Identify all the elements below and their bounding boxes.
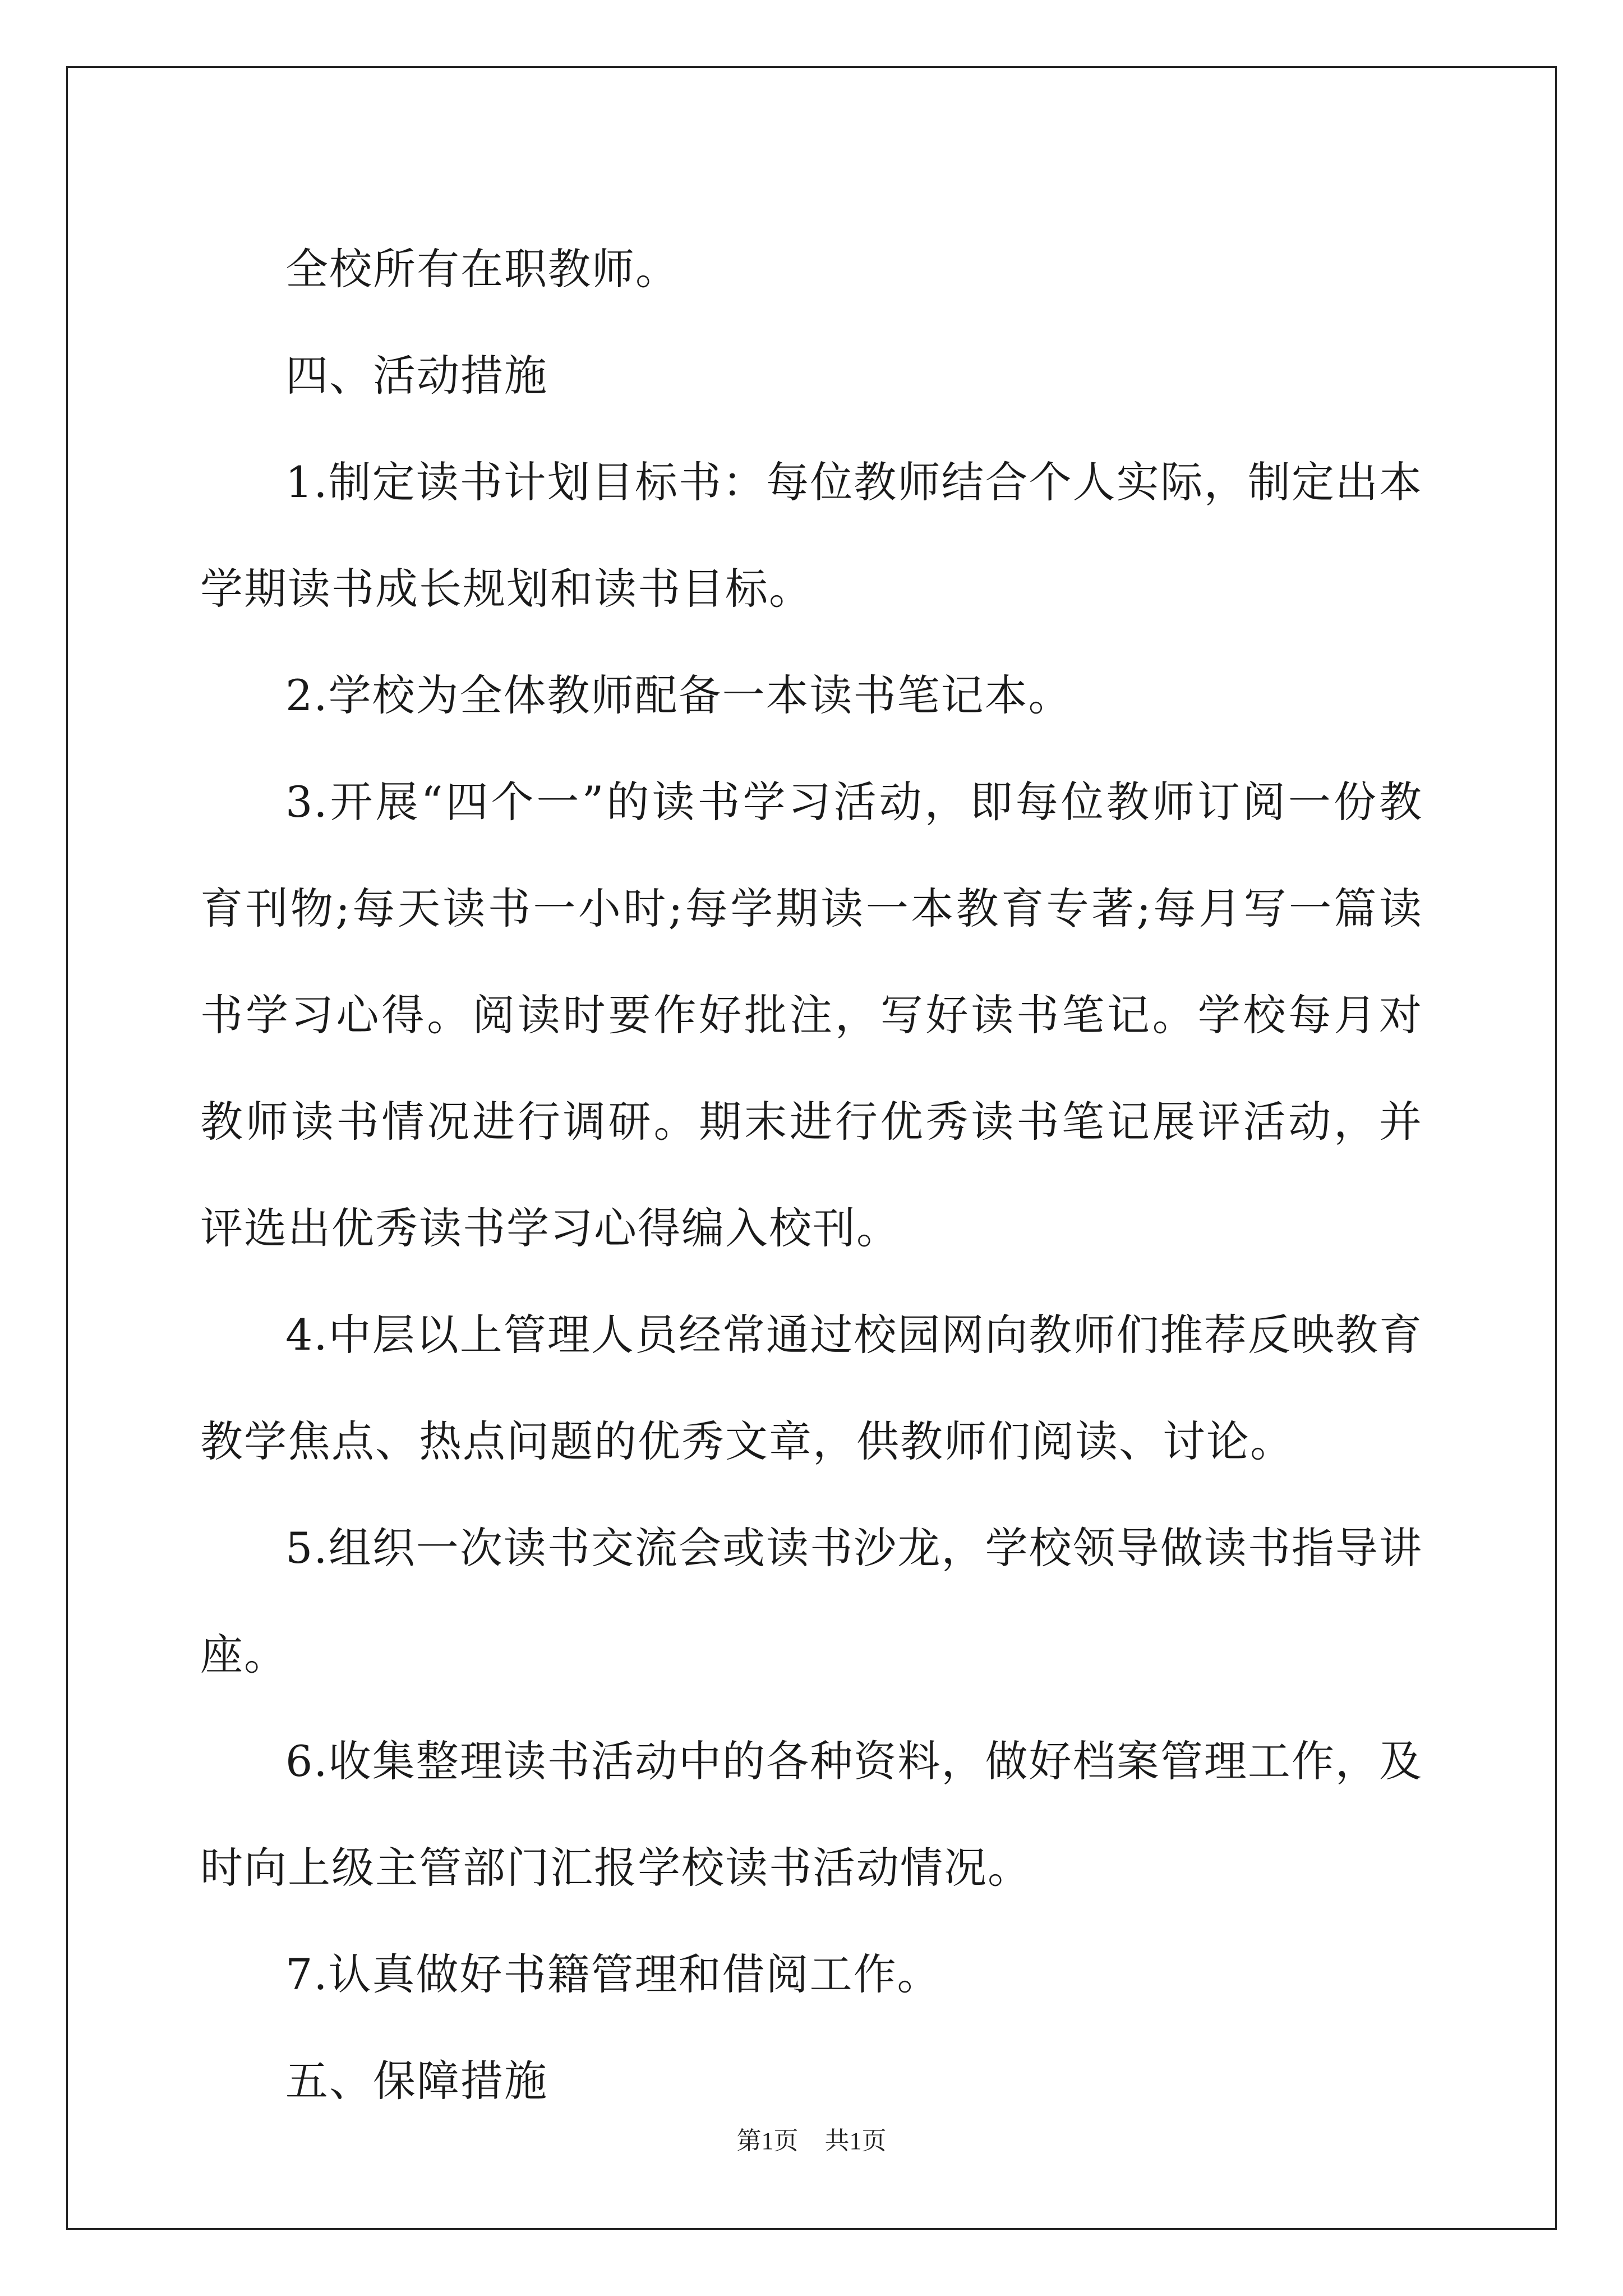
paragraph-item-2: 2.学校为全体教师配备一本读书笔记本。 (285, 670, 1072, 720)
paragraph-item-5: 5.组织一次读书交流会或读书沙龙，学校领导做读书指导讲座。 (200, 1523, 1423, 1680)
section-heading-guarantee-measures: 五、保障措施 (285, 2056, 548, 2106)
page-footer (0, 2120, 1623, 2156)
paragraph-item-3: 3.开展“四个一”的读书学习活动，即每位教师订阅一份教育刊物;每天读书一小时;每学期读一本教育专著;每月写一篇读书学习心得。阅读时要作好批注，写好读书笔记。学校每月对教师读书情况进行调研。期末进行优秀读书笔记展评活动，并评选出优秀读书学习心得编入校刊。 (200, 777, 1423, 1253)
paragraph-target-audience: 全校所有在职教师。 (285, 244, 679, 294)
document-body (200, 216, 1423, 2134)
paragraph-item-1: 1.制定读书计划目标书：每位教师结合个人实际，制定出本学期读书成长规划和读书目标。 (200, 457, 1423, 614)
page-number-total: 共1页 (824, 2127, 887, 2155)
paragraph-item-4: 4.中层以上管理人员经常通过校园网向教师们推荐反映教育教学焦点、热点问题的优秀文章，供教师们阅读、讨论。 (200, 1310, 1423, 1466)
paragraph-item-6: 6.收集整理读书活动中的各种资料，做好档案管理工作，及时向上级主管部门汇报学校读书活动情况。 (200, 1736, 1423, 1893)
section-heading-activity-measures: 四、活动措施 (285, 351, 548, 401)
paragraph-item-7: 7.认真做好书籍管理和借阅工作。 (285, 1949, 941, 1999)
page-number-current: 第1页 (736, 2127, 799, 2155)
